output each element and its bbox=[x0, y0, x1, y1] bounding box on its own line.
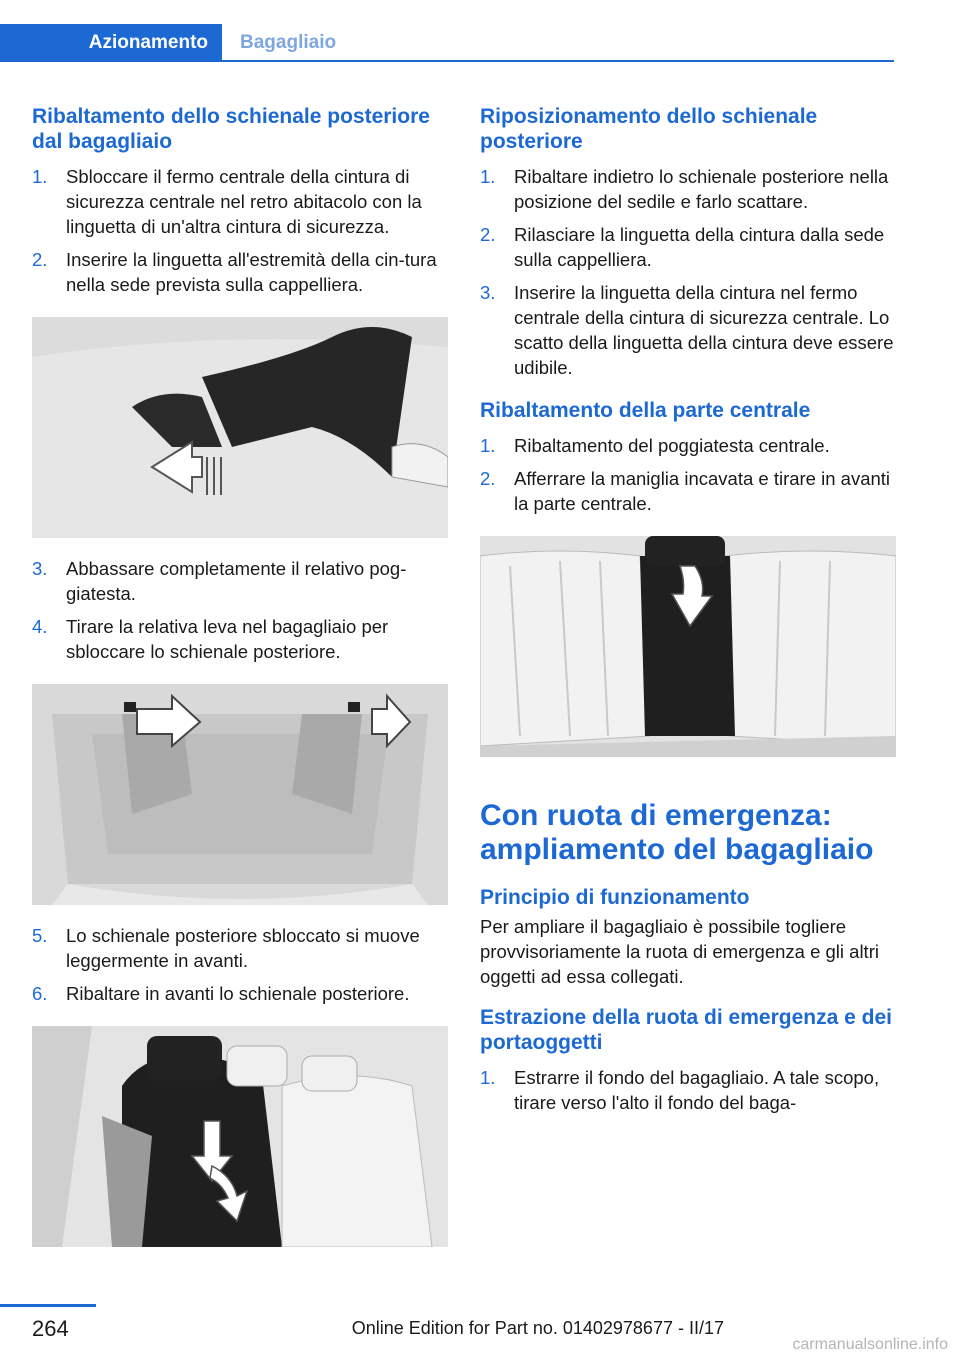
step-number: 1. bbox=[480, 435, 496, 456]
step-text: Ribaltamento del poggiatesta centrale. bbox=[514, 435, 830, 456]
figure-trunk-levers bbox=[32, 684, 448, 905]
page-header bbox=[0, 24, 894, 62]
list-item bbox=[32, 981, 448, 1006]
list-item bbox=[480, 280, 896, 380]
list-item bbox=[32, 556, 448, 606]
page-number: 264 bbox=[32, 1316, 69, 1341]
step-number: 2. bbox=[480, 224, 496, 245]
step-text: Ribaltare in avanti lo schienale posteriore. bbox=[66, 983, 410, 1004]
step-text: Ribaltare indietro lo schienale posteriore nella posizione del sedile e farlo scattare. bbox=[514, 166, 889, 212]
list-item bbox=[32, 923, 448, 973]
list-item bbox=[32, 614, 448, 664]
step-text: Inserire la linguetta all'estremità della cin-tura nella sede prevista sulla cappelliera. bbox=[66, 249, 437, 295]
tab-azionamento[interactable]: Azionamento bbox=[0, 24, 222, 62]
edition-text: Online Edition for Part no. 01402978677 - II/17 bbox=[351, 1318, 724, 1338]
step-number: 2. bbox=[32, 249, 48, 270]
step-text: Abbassare completamente il relativo pog-giatesta. bbox=[66, 558, 407, 604]
list-item bbox=[480, 222, 896, 272]
figure-belt-tongue bbox=[32, 317, 448, 538]
step-text: Afferrare la maniglia incavata e tirare in avanti la parte centrale. bbox=[514, 468, 891, 514]
list-item bbox=[480, 433, 896, 458]
right-column bbox=[480, 104, 896, 1123]
step-number: 3. bbox=[480, 282, 496, 303]
step-number: 1. bbox=[480, 166, 496, 187]
footer-divider bbox=[0, 1304, 96, 1307]
step-text: Estrarre il fondo del bagagliaio. A tale scopo, tirare verso l'alto il fondo del baga- bbox=[514, 1067, 880, 1113]
heading-estrazione: Estrazione della ruota di emergenza e dei portaoggetti bbox=[480, 1006, 892, 1054]
step-text: Sbloccare il fermo centrale della cintura di sicurezza centrale nel retro abitacolo con la linguetta di un'altra cintura di sicurezza. bbox=[66, 166, 422, 237]
step-number: 6. bbox=[32, 983, 48, 1004]
left-column bbox=[32, 104, 448, 1265]
step-text: Tirare la relativa leva nel bagagliaio per sbloccare lo schienale posteriore. bbox=[66, 616, 389, 662]
list-item bbox=[480, 164, 896, 214]
step-text: Lo schienale posteriore sbloccato si muove leggermente in avanti. bbox=[66, 925, 420, 971]
header-divider bbox=[222, 60, 894, 62]
figure-center-section bbox=[480, 536, 896, 757]
heading-principio: Principio di funzionamento bbox=[480, 886, 750, 909]
section-title: Con ruota di emergenza: ampliamento del bagagliaio bbox=[480, 799, 874, 866]
watermark: carmanualsonline.info bbox=[792, 1336, 948, 1353]
step-text: Rilasciare la linguetta della cintura dalla sede sulla cappelliera. bbox=[514, 224, 885, 270]
step-number: 3. bbox=[32, 558, 48, 579]
step-text: Inserire la linguetta della cintura nel fermo centrale della cintura di sicurezza centrale. Lo scatto della linguetta della cintura deve essere udibile. bbox=[514, 282, 894, 378]
list-item bbox=[32, 247, 448, 297]
figure-seat-fold bbox=[32, 1026, 448, 1247]
step-number: 4. bbox=[32, 616, 48, 637]
tab-bagagliaio[interactable]: Bagagliaio bbox=[240, 32, 337, 53]
step-number: 1. bbox=[32, 166, 48, 187]
list-item bbox=[32, 164, 448, 239]
step-number: 1. bbox=[480, 1067, 496, 1088]
list-item bbox=[480, 466, 896, 516]
step-number: 5. bbox=[32, 925, 48, 946]
step-number: 2. bbox=[480, 468, 496, 489]
list-item bbox=[480, 1065, 896, 1115]
paragraph-principio: Per ampliare il bagagliaio è possibile togliere provvisoriamente la ruota di emergenza e gli altri oggetti ad essa collegati. bbox=[480, 916, 879, 987]
heading-ribaltamento: Ribaltamento dello schienale posteriore dal bagagliaio bbox=[32, 105, 430, 153]
heading-parte-centrale: Ribaltamento della parte centrale bbox=[480, 399, 811, 422]
heading-riposizionamento: Riposizionamento dello schienale posteriore bbox=[480, 105, 818, 153]
